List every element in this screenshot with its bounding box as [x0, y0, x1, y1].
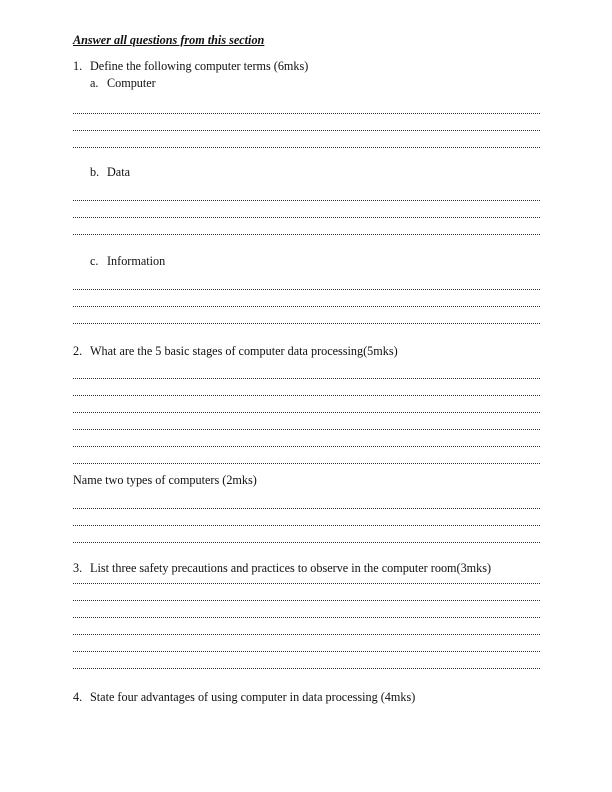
answer-line[interactable]: [73, 508, 540, 509]
question-number: 2.: [73, 344, 83, 358]
answer-line[interactable]: [73, 525, 540, 526]
part-text: Data: [107, 165, 131, 179]
question-2b: Name two types of computers (2mks): [73, 473, 257, 487]
answer-line[interactable]: [73, 668, 540, 669]
part-letter: a.: [90, 76, 99, 90]
question-text: State four advantages of using computer in data processing (4mks): [90, 690, 416, 704]
answer-line[interactable]: [73, 395, 540, 396]
section-heading: Answer all questions from this section: [73, 33, 265, 47]
question-text: What are the 5 basic stages of computer data processing(5mks): [90, 344, 398, 358]
question-1a: [90, 76, 156, 90]
answer-line[interactable]: [73, 583, 540, 584]
part-letter: b.: [90, 165, 100, 179]
part-text: Information: [107, 254, 166, 268]
answer-line[interactable]: [73, 463, 540, 464]
answer-line[interactable]: [73, 323, 540, 324]
part-text: Computer: [107, 76, 156, 90]
question-number: 4.: [73, 690, 83, 704]
question-4: [73, 690, 415, 704]
question-1c: [90, 254, 165, 268]
question-number: 3.: [73, 561, 83, 575]
answer-line[interactable]: [73, 130, 540, 131]
answer-line[interactable]: [73, 634, 540, 635]
answer-line[interactable]: [73, 446, 540, 447]
answer-line[interactable]: [73, 306, 540, 307]
answer-line[interactable]: [73, 542, 540, 543]
question-3: [73, 561, 491, 575]
question-1: [73, 59, 308, 73]
question-2: [73, 344, 398, 358]
answer-line[interactable]: [73, 651, 540, 652]
question-text: Define the following computer terms (6mks): [90, 59, 309, 73]
question-number: 1.: [73, 59, 83, 73]
answer-line[interactable]: [73, 217, 540, 218]
part-letter: c.: [90, 254, 99, 268]
answer-line[interactable]: [73, 617, 540, 618]
answer-line[interactable]: [73, 113, 540, 114]
answer-line[interactable]: [73, 429, 540, 430]
answer-line[interactable]: [73, 200, 540, 201]
question-text: List three safety precautions and practices to observe in the computer room(3mks): [90, 561, 492, 575]
answer-line[interactable]: [73, 412, 540, 413]
answer-line[interactable]: [73, 289, 540, 290]
question-1b: [90, 165, 130, 179]
answer-line[interactable]: [73, 147, 540, 148]
answer-line[interactable]: [73, 600, 540, 601]
answer-line[interactable]: [73, 234, 540, 235]
answer-line[interactable]: [73, 378, 540, 379]
